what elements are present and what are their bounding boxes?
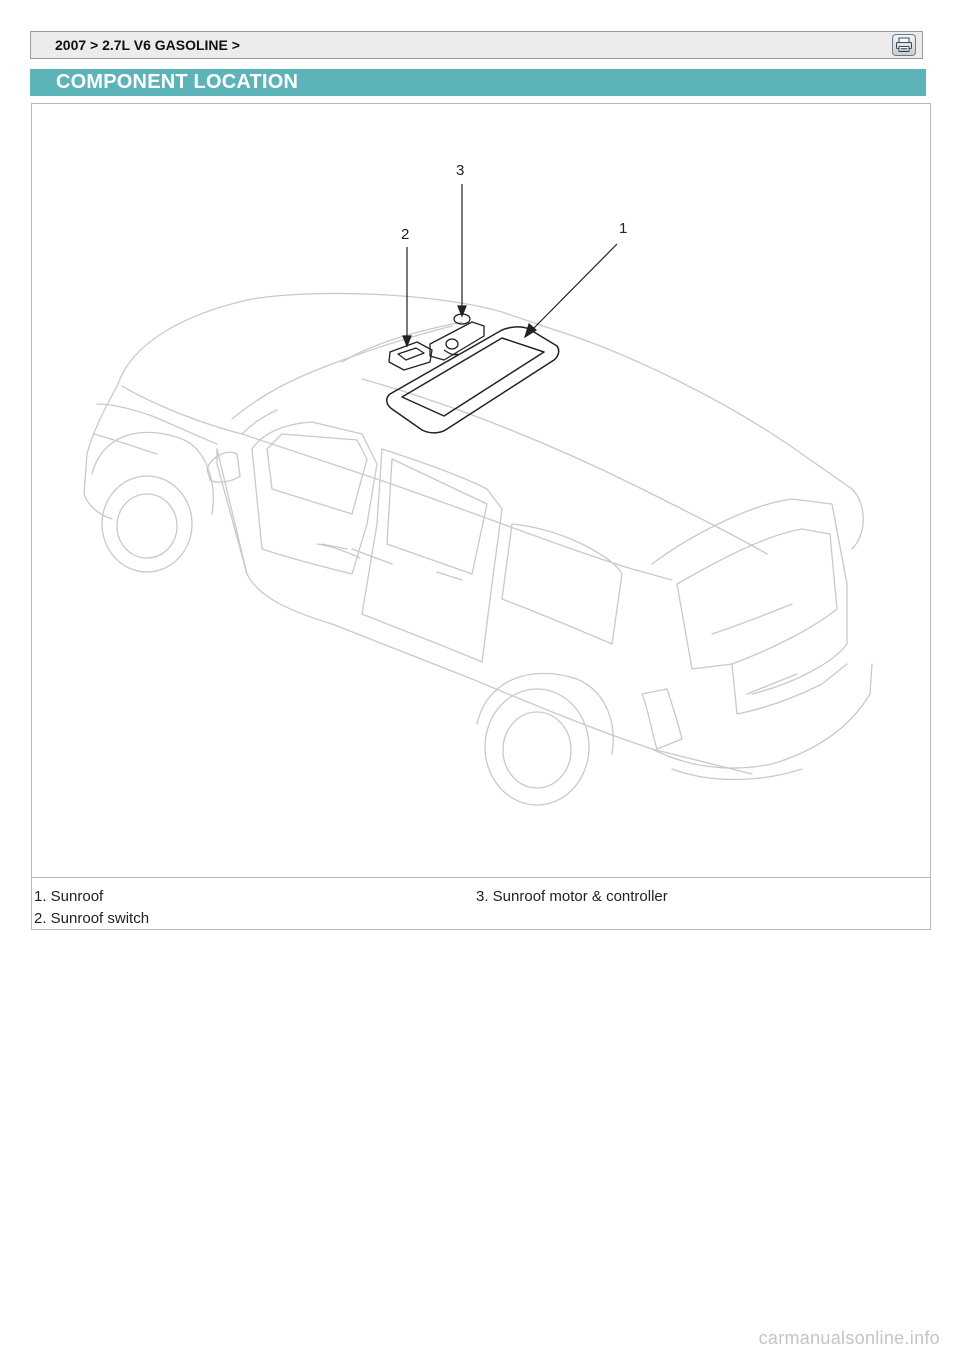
watermark: carmanualsonline.info bbox=[758, 1328, 940, 1348]
callout-3: 3 bbox=[456, 162, 465, 179]
legend-divider bbox=[32, 877, 930, 878]
legend-item: 3. Sunroof motor & controller bbox=[476, 888, 668, 905]
print-button[interactable] bbox=[892, 34, 916, 56]
breadcrumb-text: 2007 > 2.7L V6 GASOLINE > bbox=[55, 37, 240, 53]
component-location-figure bbox=[31, 103, 931, 930]
printer-icon bbox=[895, 37, 913, 53]
callout-2: 2 bbox=[401, 226, 410, 243]
section-header bbox=[30, 69, 926, 96]
section-title: COMPONENT LOCATION bbox=[56, 71, 299, 93]
vehicle-diagram bbox=[32, 104, 930, 874]
breadcrumb bbox=[30, 31, 923, 59]
legend-item: 1. Sunroof bbox=[34, 888, 104, 905]
callout-1: 1 bbox=[619, 220, 628, 237]
legend-item: 2. Sunroof switch bbox=[34, 910, 150, 927]
